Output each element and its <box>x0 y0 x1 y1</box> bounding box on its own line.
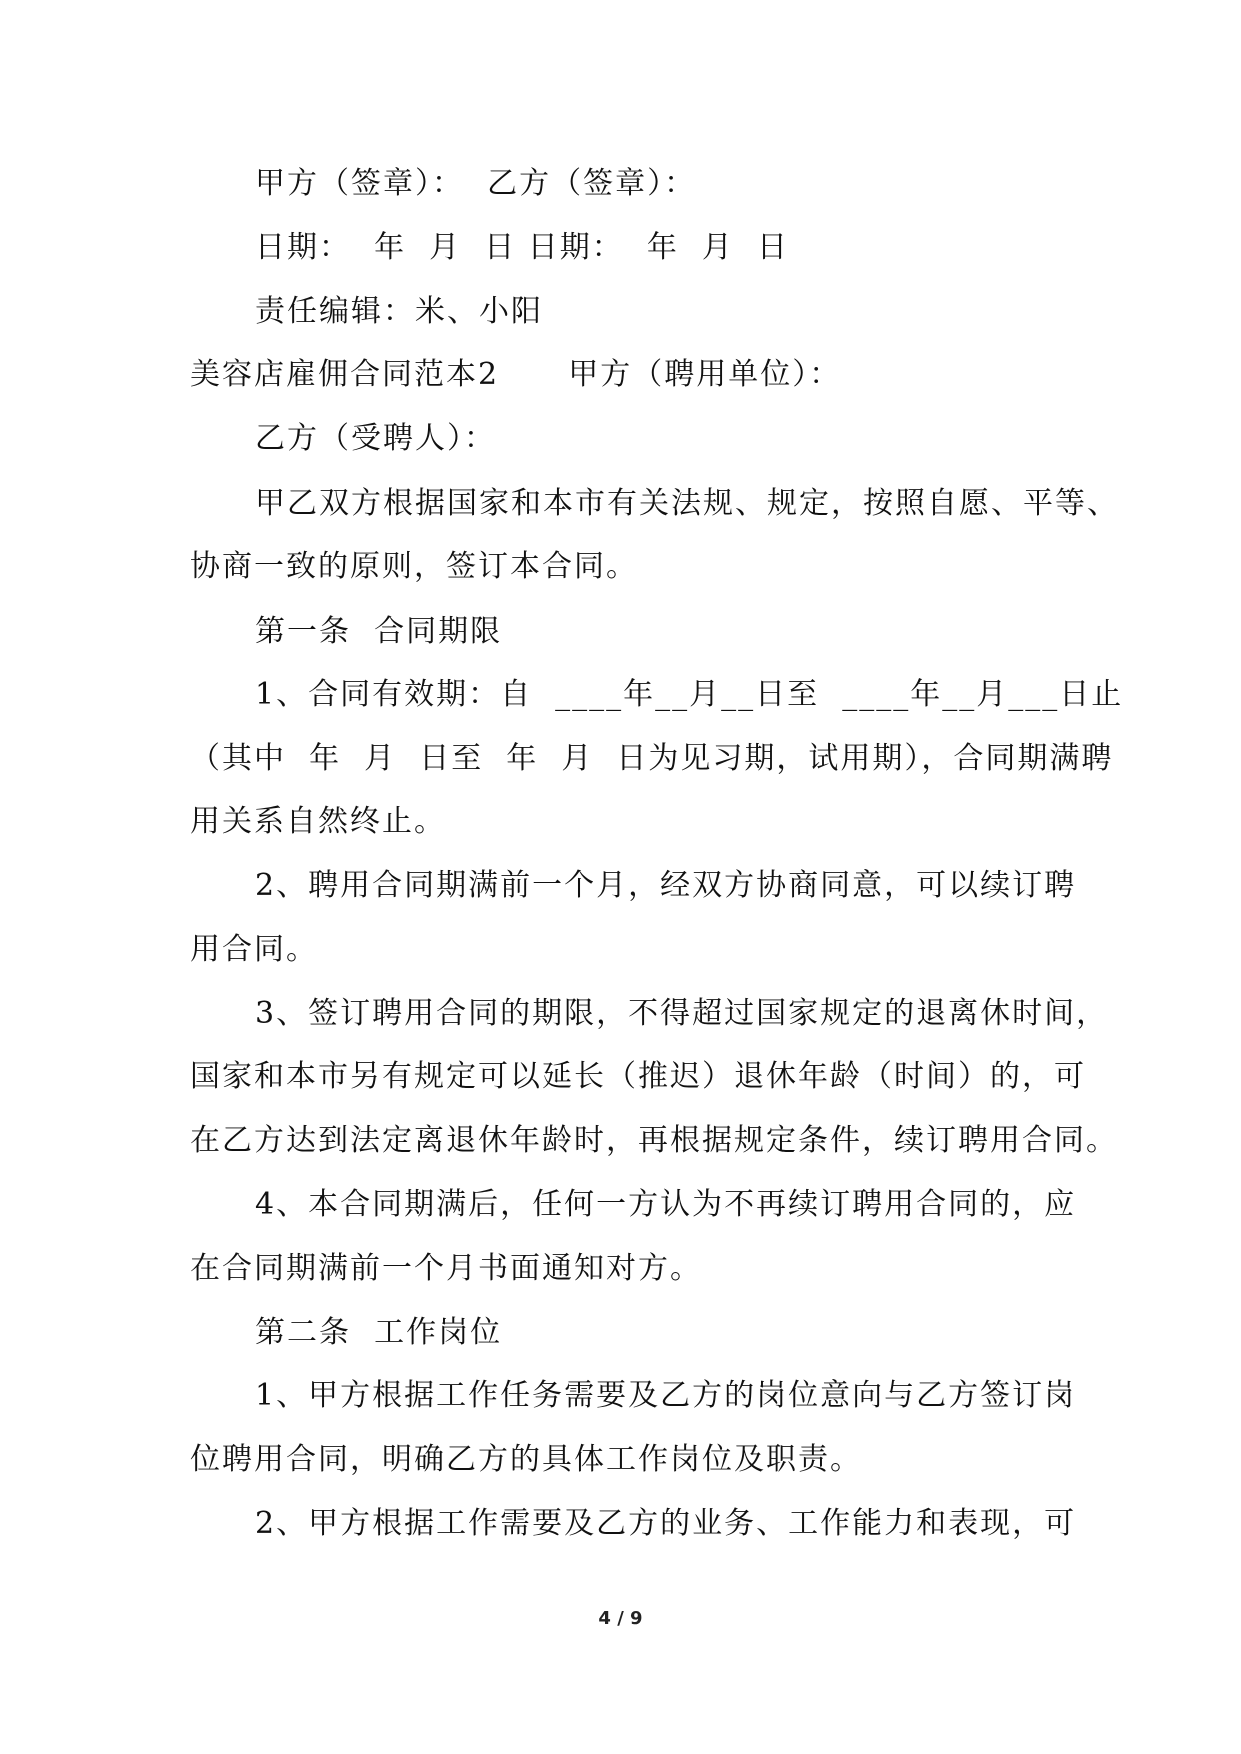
paragraph-line: 在乙方达到法定离退休年龄时，再根据规定条件，续订聘用合同。 <box>190 1123 1118 1158</box>
paragraph-line: 1、合同有效期：自 ____年__月__日至 ____年__月___日止 <box>255 677 1124 712</box>
paragraph-line: 国家和本市另有规定可以延长（推迟）退休年龄（时间）的，可 <box>190 1059 1086 1094</box>
page-number: 4 / 9 <box>598 1608 643 1629</box>
paragraph-line: 位聘用合同，明确乙方的具体工作岗位及职责。 <box>190 1442 862 1477</box>
paragraph-line: 2、甲方根据工作需要及乙方的业务、工作能力和表现，可 <box>255 1506 1077 1541</box>
party-b-line: 乙方（受聘人）： <box>255 421 496 456</box>
article-heading: 第二条 工作岗位 <box>255 1315 503 1350</box>
paragraph-line: 甲乙双方根据国家和本市有关法规、规定，按照自愿、平等、 <box>255 486 1119 521</box>
paragraph-line: 4、本合同期满后，任何一方认为不再续订聘用合同的，应 <box>255 1187 1077 1222</box>
paragraph-line: 1、甲方根据工作任务需要及乙方的岗位意向与乙方签订岗 <box>255 1378 1077 1413</box>
paragraph-line: 用关系自然终止。 <box>190 804 446 839</box>
paragraph-line: 2、聘用合同期满前一个月，经双方协商同意，可以续订聘 <box>255 868 1077 903</box>
date-line: 日期： 年 月 日 日期： 年 月 日 <box>255 230 789 265</box>
paragraph-line: 协商一致的原则，签订本合同。 <box>190 549 638 584</box>
article-heading: 第一条 合同期限 <box>255 614 503 649</box>
paragraph-line: （其中 年 月 日至 年 月 日为见习期，试用期），合同期满聘 <box>190 741 1114 776</box>
editor-line: 责任编辑：米、小阳 <box>255 294 543 329</box>
paragraph-line: 在合同期满前一个月书面通知对方。 <box>190 1251 702 1286</box>
paragraph-line: 用合同。 <box>190 932 318 967</box>
paragraph-line: 3、签订聘用合同的期限，不得超过国家规定的退离休时间， <box>255 996 1109 1031</box>
contract-title-line: 美容店雇佣合同范本2 甲方（聘用单位）： <box>190 357 842 392</box>
signature-line: 甲方（签章）： 乙方（签章）： <box>255 166 697 201</box>
